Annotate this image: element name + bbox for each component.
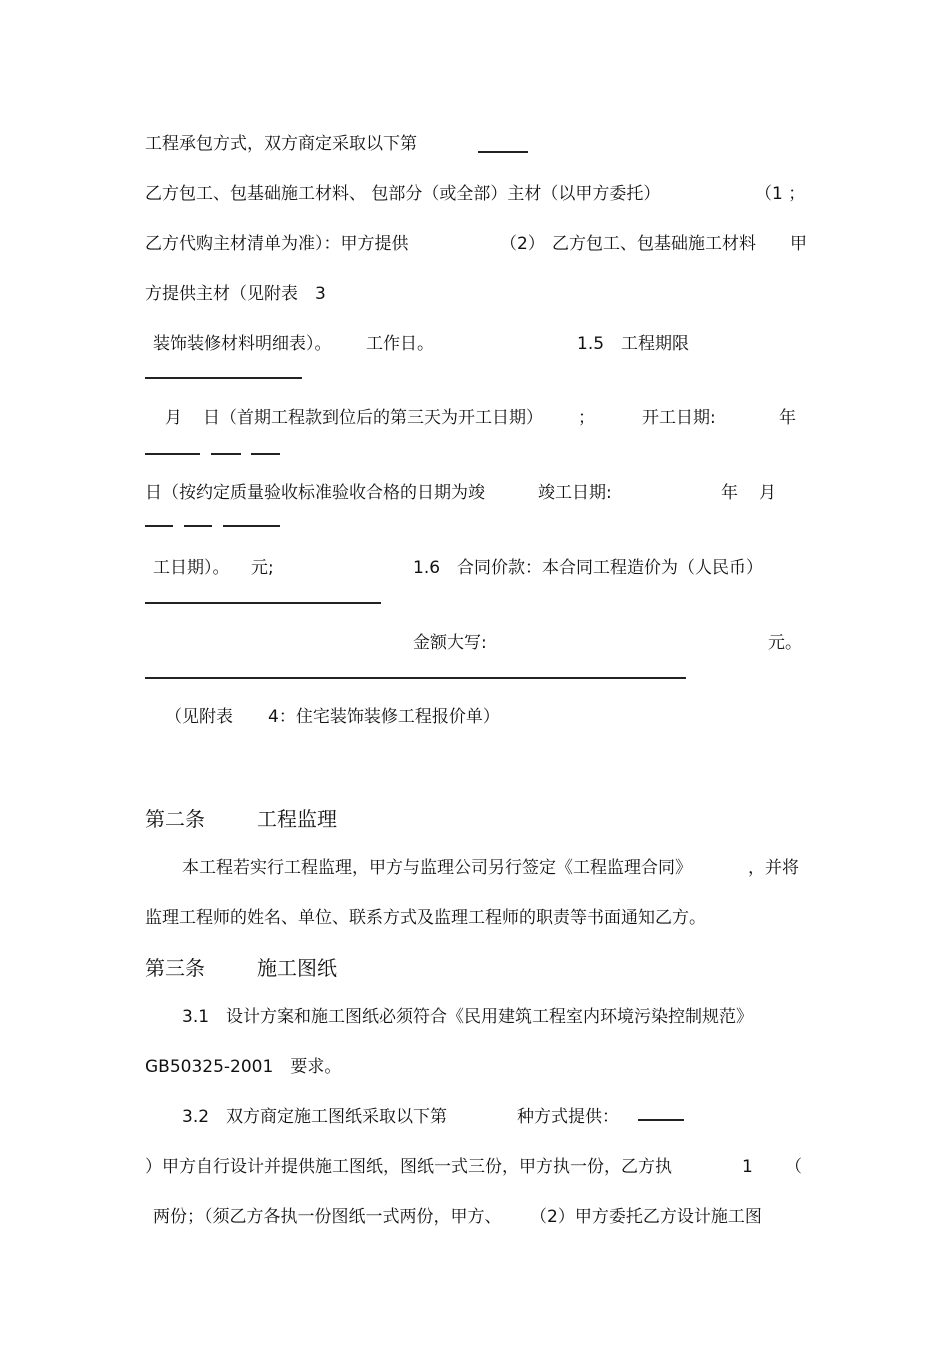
completion-date-label: 竣工日期: <box>538 483 612 503</box>
completion-text: 工日期）。 <box>153 558 230 578</box>
workdays-text: 工作日。 <box>366 334 434 354</box>
appendix-4-title: 4：住宅装饰装修工程报价单） <box>268 707 500 727</box>
option-1-text: 乙方包工、包基础施工材料、 包部分（或全部）主材（以甲方委托） <box>145 184 661 204</box>
amount-in-words-label: 金额大写: <box>413 633 487 653</box>
blank-underline <box>638 1119 684 1121</box>
materials-text: 装饰装修材料明细表）。 <box>153 334 332 354</box>
article-3-title: 施工图纸 <box>257 956 337 980</box>
blank-underline <box>211 453 241 455</box>
section-1-6-title: 1.6 合同价款：本合同工程造价为（人民币） <box>413 558 764 578</box>
option-text: 方提供主材（见附表 3 <box>145 284 326 304</box>
option-text: 乙方代购主材清单为准）：甲方提供 <box>145 234 409 254</box>
start-date-rule: 日（首期工程款到位后的第三天为开工日期） <box>203 408 543 428</box>
start-date-label: 开工日期: <box>642 408 716 428</box>
yuan-label: 元; <box>251 558 274 578</box>
clause-3-2: 种方式提供： <box>517 1107 619 1127</box>
drawing-option-bracket: （ <box>785 1157 802 1177</box>
article-2-paragraph: 本工程若实行工程监理，甲方与监理公司另行签定《工程监理合同》 <box>182 858 692 878</box>
article-2-number: 第二条 <box>145 807 205 831</box>
year-label: 年 <box>721 483 738 503</box>
option-2-text: 乙方包工、包基础施工材料 <box>552 234 756 254</box>
month-label: 月 <box>165 408 182 428</box>
article-2-paragraph: 监理工程师的姓名、单位、联系方式及监理工程师的职责等书面通知乙方。 <box>145 908 706 928</box>
blank-underline <box>251 453 280 455</box>
article-3-number: 第三条 <box>145 956 205 980</box>
month-label: 月 <box>759 483 776 503</box>
drawing-option-1-cont: 两份；（须乙方各执一份图纸一式两份，甲方、 <box>153 1207 502 1227</box>
clause-3-1-standard: GB50325-2001 要求。 <box>145 1057 342 1077</box>
appendix-ref: （见附表 <box>165 707 233 727</box>
drawing-option-number: 1 <box>742 1157 753 1177</box>
blank-underline <box>145 453 200 455</box>
drawing-option-2: （2）甲方委托乙方设计施工图 <box>530 1207 762 1227</box>
article-2-title: 工程监理 <box>257 807 337 831</box>
drawing-option-1: ）甲方自行设计并提供施工图纸，图纸一式三份，甲方执一份，乙方执 <box>145 1157 672 1177</box>
clause-3-1: 3.1 设计方案和施工图纸必须符合《民用建筑工程室内环境污染控制规范》 <box>182 1007 754 1027</box>
blank-underline <box>145 677 686 679</box>
blank-underline <box>478 151 528 153</box>
option-text-end: 甲 <box>790 234 807 254</box>
blank-underline <box>223 525 280 527</box>
contract-mode-text: 工程承包方式，双方商定采取以下第 <box>145 134 417 154</box>
clause-3-2: 3.2 双方商定施工图纸采取以下第 <box>182 1107 448 1127</box>
blank-underline <box>145 525 173 527</box>
article-2-paragraph: ，并将 <box>748 858 799 878</box>
separator: ； <box>578 408 595 428</box>
option-1-number: （1 ； <box>755 184 806 204</box>
yuan-label: 元。 <box>768 633 802 653</box>
completion-rule: 日（按约定质量验收标准验收合格的日期为竣 <box>145 483 485 503</box>
option-2-number: （2） <box>500 234 545 254</box>
blank-underline <box>184 525 212 527</box>
year-label: 年 <box>779 408 796 428</box>
section-1-5-title: 1.5 工程期限 <box>577 334 690 354</box>
blank-underline <box>145 602 381 604</box>
blank-underline <box>145 377 302 379</box>
